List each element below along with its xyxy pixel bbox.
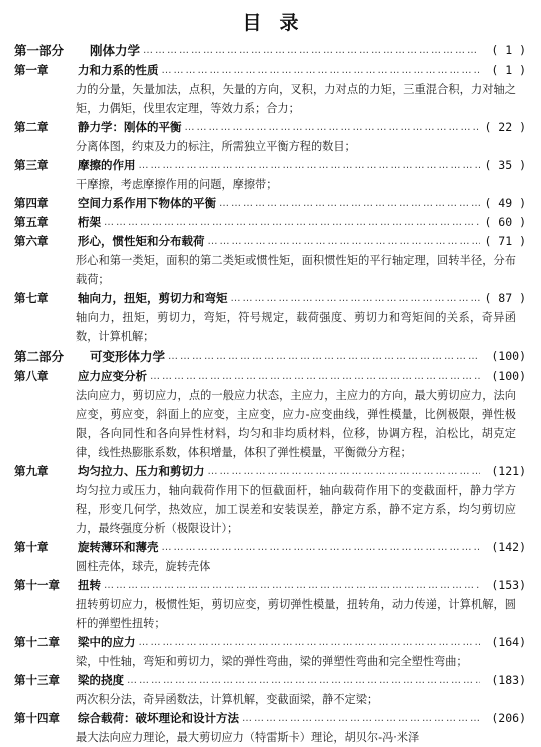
entry-label: 第一部分 (14, 43, 65, 58)
entry-label: 第九章 (14, 464, 49, 478)
entry-title: 应力应变分析 (78, 369, 147, 383)
table-of-contents (14, 40, 526, 747)
toc-part-entry[interactable] (14, 40, 526, 61)
entry-label: 第十一章 (14, 578, 60, 592)
entry-label: 第二部分 (14, 349, 65, 364)
entry-title: 综合载荷：破坏理论和设计方法 (78, 711, 239, 725)
toc-chapter-entry[interactable] (14, 213, 526, 232)
chapter-topics: 梁，中性轴，弯矩和剪切力，梁的弹性弯曲，梁的弹塑性弯曲和完全塑性弯曲； (76, 655, 468, 668)
entry-label: 第六章 (14, 234, 49, 248)
toc-chapter-entry[interactable] (14, 709, 526, 728)
toc-chapter-entry[interactable] (14, 118, 526, 137)
toc-chapter-entry[interactable] (14, 576, 526, 595)
entry-title: 轴向力，扭矩，剪切力和弯矩 (78, 291, 228, 305)
chapter-topics: 分离体图，约束及力的标注，所需独立平衡方程的数目； (76, 140, 356, 153)
chapter-topics: 圆柱壳体，球壳，旋转壳体 (76, 560, 211, 573)
entry-label: 第五章 (14, 215, 49, 229)
toc-chapter-entry[interactable] (14, 61, 526, 80)
entry-title: 旋转薄环和薄壳 (78, 540, 159, 554)
entry-label: 第三章 (14, 158, 49, 172)
page-number: ( 1 ) (491, 43, 526, 57)
entry-title: 刚体力学 (90, 43, 141, 58)
page-number: (164) (491, 635, 526, 649)
chapter-topics: 扭转剪切应力，极惯性矩，剪切应变，剪切弹性模量，扭转角，动力传递，计算机解，圆杆的弹塑性扭转； (76, 598, 516, 630)
toc-chapter-entry[interactable] (14, 367, 526, 386)
chapter-topics: 最大法向应力理论，最大剪切应力（特雷斯卡）理论，胡贝尔-冯·米泽 (76, 731, 420, 744)
toc-chapter-entry[interactable] (14, 633, 526, 652)
entry-title: 梁的挠度 (78, 673, 124, 687)
toc-chapter-entry[interactable] (14, 289, 526, 308)
dot-leader (159, 61, 481, 80)
entry-label: 第十三章 (14, 673, 60, 687)
entry-title: 桁架 (78, 215, 101, 229)
page-title: 目录 (242, 12, 317, 34)
dot-leader (101, 576, 480, 595)
page-number: ( 35 ) (484, 158, 526, 172)
page-number: (142) (491, 540, 526, 554)
page-number: ( 1 ) (491, 63, 526, 77)
page-number: (183) (491, 673, 526, 687)
page-number: (100) (491, 349, 526, 363)
page-number: ( 71 ) (484, 234, 526, 248)
dot-leader (205, 232, 481, 251)
toc-part-entry[interactable] (14, 346, 526, 367)
dot-leader (147, 367, 480, 386)
dot-leader (182, 118, 481, 137)
entry-title: 力和力系的性质 (78, 63, 159, 77)
page-number: ( 87 ) (484, 291, 526, 305)
toc-chapter-entry[interactable] (14, 671, 526, 690)
entry-label: 第二章 (14, 120, 49, 134)
dot-leader (216, 194, 480, 213)
page-number: ( 22 ) (484, 120, 526, 134)
entry-title: 均匀拉力、压力和剪切力 (78, 464, 205, 478)
chapter-topics: 均匀拉力或压力，轴向载荷作用下的恒截面杆，轴向载荷作用下的变截面杆，静力学方程，形变几何学，热效应，加工误差和安装误差，静定方系，静不定方系，均匀剪切应力，最终强度分析（极限设计）； (76, 484, 516, 535)
dot-leader (136, 156, 481, 175)
entry-label: 第一章 (14, 63, 49, 77)
page-number: (153) (491, 578, 526, 592)
dot-leader (205, 462, 481, 481)
page-number: (100) (491, 369, 526, 383)
toc-chapter-entry[interactable] (14, 232, 526, 251)
dot-leader (124, 671, 480, 690)
page-number: (121) (491, 464, 526, 478)
dot-leader (159, 538, 481, 557)
entry-label: 第十二章 (14, 635, 60, 649)
page-number: ( 49 ) (484, 196, 526, 210)
entry-title: 扭转 (78, 578, 101, 592)
toc-chapter-entry[interactable] (14, 538, 526, 557)
dot-leader (136, 633, 481, 652)
entry-label: 第十章 (14, 540, 49, 554)
page-number: (206) (491, 711, 526, 725)
dot-leader (165, 346, 480, 367)
chapter-topics: 形心和第一类矩，面积的第二类矩或惯性矩，面积惯性矩的平行轴定理，回转半径，分布载荷； (76, 254, 516, 286)
entry-title: 摩擦的作用 (78, 158, 136, 172)
chapter-topics: 两次积分法，奇异函数法，计算机解，变截面梁，静不定梁； (76, 693, 379, 706)
chapter-topics: 法向应力，剪切应力，点的一般应力状态，主应力，主应力的方向，最大剪切应力，法向应变，剪应变，斜面上的应变，主应变，应力-应变曲线，弹性模量，比例极限，弹性极限，各向同性和各向异性材料，均匀和非均质材料，位移，协调方程，泊松比，胡克定律，线性热膨胀系数，体积增量，体积了弹性模量，平衡微分方程； (76, 389, 516, 459)
entry-label: 第十四章 (14, 711, 60, 725)
chapter-topics: 轴向力，扭矩，剪切力，弯矩，符号规定，载荷强度、剪切力和弯矩间的关系，奇异函数，计算机解； (76, 311, 516, 343)
dot-leader (228, 289, 481, 308)
entry-label: 第七章 (14, 291, 49, 305)
dot-leader (239, 709, 480, 728)
toc-chapter-entry[interactable] (14, 194, 526, 213)
chapter-topics: 力的分量，矢量加法，点积，矢量的方向，叉积，力对点的力矩，三重混合积，力对轴之矩，力偶矩，伐里农定理，等效力系；合力； (76, 83, 516, 115)
entry-title: 形心，惯性矩和分布载荷 (78, 234, 205, 248)
toc-chapter-entry[interactable] (14, 156, 526, 175)
chapter-topics: 干摩擦，考虑摩擦作用的问题，摩擦带； (76, 178, 278, 191)
dot-leader (101, 213, 480, 232)
entry-title: 可变形体力学 (90, 349, 166, 364)
entry-title: 梁中的应力 (78, 635, 136, 649)
entry-title: 静力学：刚体的平衡 (78, 120, 182, 134)
toc-chapter-entry[interactable] (14, 462, 526, 481)
dot-leader (140, 40, 480, 61)
entry-label: 第八章 (14, 369, 49, 383)
entry-title: 空间力系作用下物体的平衡 (78, 196, 216, 210)
entry-label: 第四章 (14, 196, 49, 210)
page-number: ( 60 ) (484, 215, 526, 229)
